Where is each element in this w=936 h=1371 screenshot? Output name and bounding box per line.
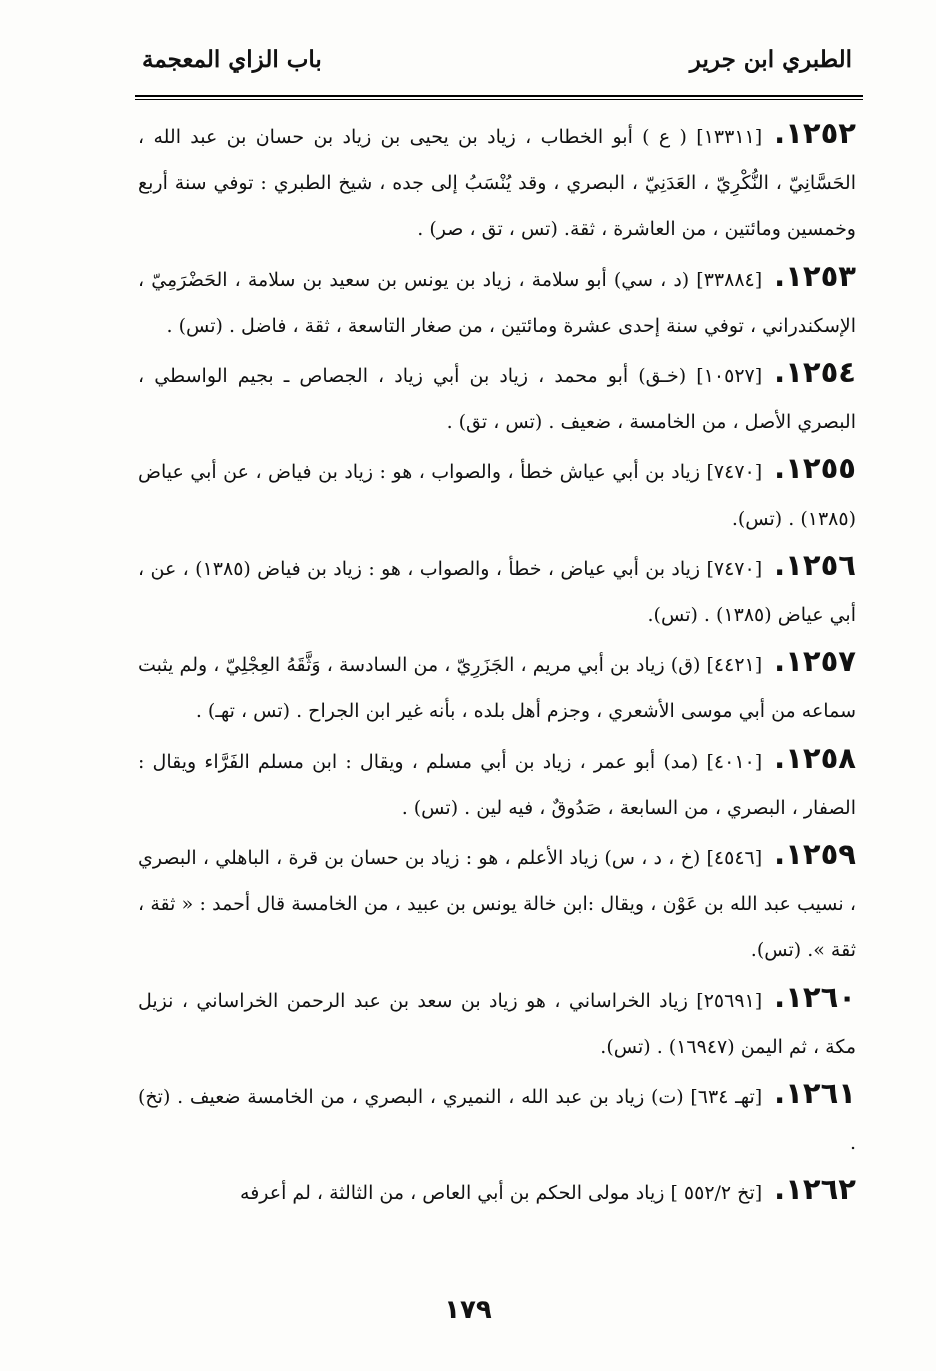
header-author-title: الطبري ابن جرير	[689, 46, 852, 73]
entry-1256	[138, 542, 856, 638]
entry-number: ١٢٥٩.	[774, 837, 856, 872]
entry-number: ١٢٥٥.	[774, 451, 856, 486]
entry-text: [٢٥٦٩١] زياد الخراساني ، هو زياد بن سعد بن عبد الرحمن الخراساني ، نزيل مكة ، ثم اليمن (١٦٩٤٧) . (تس).	[138, 989, 856, 1058]
entry-1253	[138, 253, 856, 349]
header-rule	[135, 95, 863, 97]
entries-list	[138, 110, 856, 1217]
entry-text: [تخ ٥٥٢/٢ ] زياد مولى الحكم بن أبي العاص ، من الثالثة ، لم أعرفه	[240, 1182, 763, 1205]
entry-text: [١٠٥٢٧] (خـق) أبو محمد ، زياد بن أبي زياد ، الجصاص ـ بجيم الواسطي ، البصري الأصل ، من الخامسة ، ضعيف . (تس ، تق) .	[138, 365, 856, 434]
entry-text: [٧٤٧٠] زياد بن أبي عياش خطأ ، والصواب ، هو : زياد بن فياض ، عن أبي عياض (١٣٨٥) . (تس).	[138, 461, 856, 530]
entry-text: [٤٤٢١] (ق) زياد بن أبي مريم ، الجَزَرِيّ ، من السادسة ، وَثَّقَهُ العِجْلِيّ ، ولم يثبت سماعه من أبي موسى الأشعري ، وجزم أهل بلده ، بأنه غير ابن الجراح . (تس ، تهـ) .	[138, 654, 856, 723]
entry-number: ١٢٦٠.	[774, 979, 856, 1014]
entry-number: ١٢٥٢.	[774, 116, 856, 150]
running-header	[130, 42, 860, 92]
entry-text: [٤٥٤٦] (خ ، د ، س) زياد الأعلم ، هو : زياد بن حسان بن قرة ، الباهلي ، البصري ، نسيب عبد الله بن عَوْن ، ويقال :ابن خالة يونس بن عبيد ، من الخامسة قال أحمد : « ثقة ، ثقة ». (تس).	[138, 847, 856, 962]
entry-number: ١٢٥٧.	[774, 644, 856, 679]
entry-1260	[138, 974, 856, 1070]
page-number: ١٧٩	[444, 1295, 492, 1325]
entry-text: [١٣٣١١] ( ع ) أبو الخطاب ، زياد بن يحيى بن زياد بن حسان بن عبد الله ، الحَسَّانِيّ ، النُّكْرِيّ ، العَدَنِيّ ، البصري ، وقد يُنْسَبُ إلى جده ، شيخ الطبري : توفي سنة أربع وخمسين ومائتين ، من العاشرة ، ثقة. (تس ، تق ، صر) .	[138, 126, 856, 241]
entry-1255	[138, 445, 856, 541]
entry-number: ١٢٦١.	[774, 1076, 856, 1111]
entry-1257	[138, 638, 856, 734]
entry-number: ١٢٥٣.	[774, 258, 856, 293]
header-rule-thin	[135, 99, 863, 100]
entry-text: [تهـ ٦٣٤] (ت) زياد بن عبد الله ، النميري ، البصري ، من الخامسة ضعيف . (تخ) .	[138, 1086, 856, 1155]
entry-1262	[138, 1166, 856, 1216]
entry-1254	[138, 349, 856, 445]
entry-1261	[138, 1070, 856, 1166]
entry-number: ١٢٥٨.	[774, 740, 856, 775]
entry-text: [٤٠١٠] (مد) أبو عمر ، زياد بن أبي مسلم ، ويقال : ابن مسلم الفَرَّاء ويقال : الصفار ، البصري ، من السابعة ، صَدُوقٌ ، فيه لين . (تس) .	[138, 750, 856, 819]
entry-number: ١٢٥٦.	[774, 547, 856, 582]
entry-1252	[138, 110, 856, 253]
entry-1259	[138, 831, 856, 974]
entry-number: ١٢٥٤.	[774, 355, 856, 390]
header-chapter-title: باب الزاي المعجمة	[142, 46, 322, 73]
entry-1258	[138, 735, 856, 831]
entry-number: ١٢٦٢.	[774, 1172, 856, 1207]
entry-text: [٧٤٧٠] زياد بن أبي عياض ، خطأ ، والصواب ، هو : زياد بن فياض (١٣٨٥) ، عن ، أبي عياض (١٣٨٥) . (تس).	[138, 557, 856, 627]
entry-text: [٣٣٨٨٤] (د ، سي) أبو سلامة ، زياد بن يونس بن سعيد بن سلامة ، الحَضْرَمِيّ ، الإسكندراني ، توفي سنة إحدى عشرة ومائتين ، من صغار التاسعة ، ثقة ، فاضل . (تس) .	[138, 268, 856, 337]
